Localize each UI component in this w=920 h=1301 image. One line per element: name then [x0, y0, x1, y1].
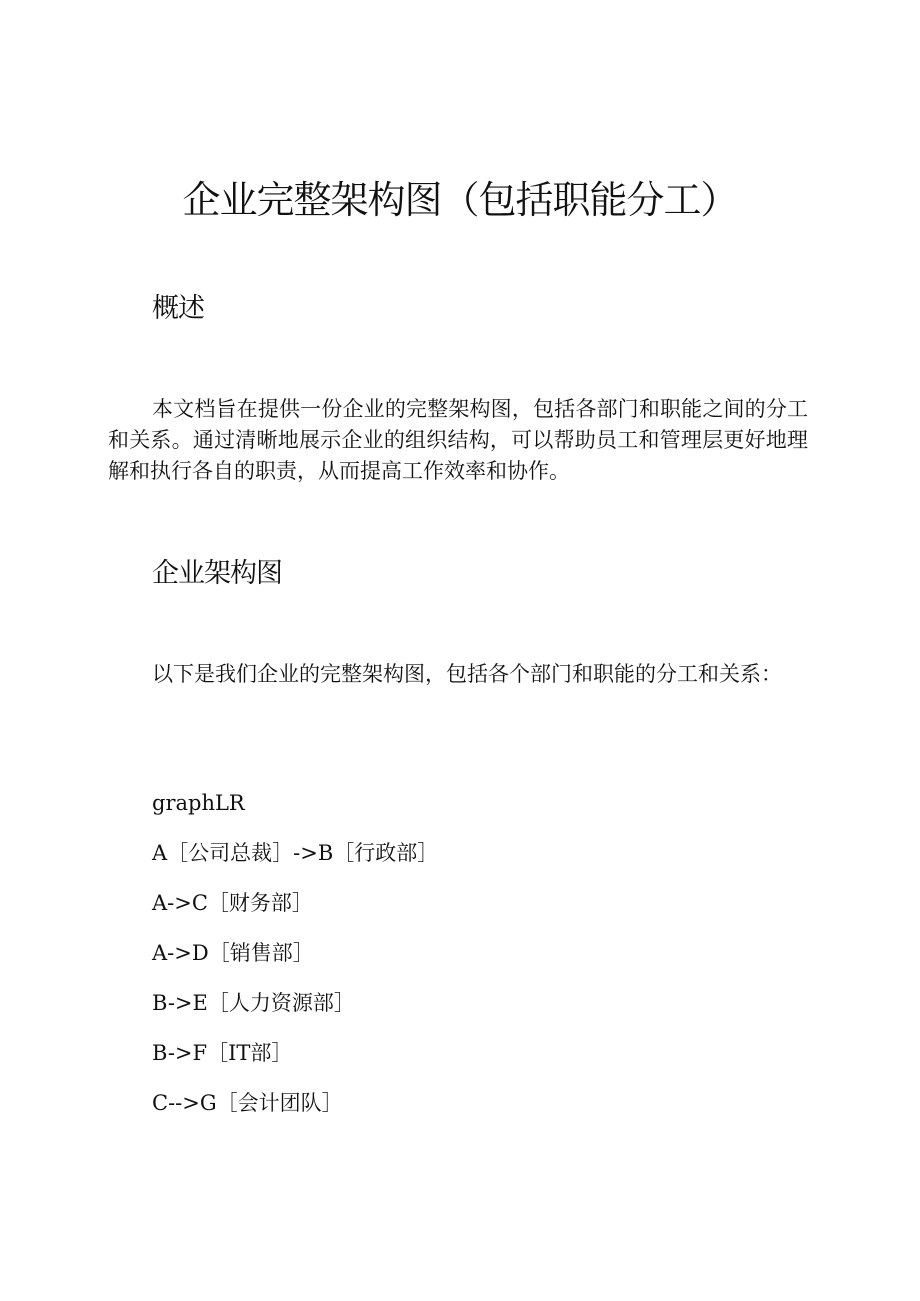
architecture-intro-paragraph: 以下是我们企业的完整架构图，包括各个部门和职能的分工和关系： [152, 662, 782, 686]
code-line: C-->G［会计团队］ [152, 1091, 343, 1115]
graph-code-block [152, 786, 438, 1136]
code-line: B->E［人力资源部］ [152, 991, 355, 1015]
section-heading-overview: 概述 [152, 293, 204, 324]
code-line: A->D［销售部］ [152, 941, 314, 965]
overview-paragraph: 本文档旨在提供一份企业的完整架构图，包括各部门和职能之间的分工和关系。通过清晰地展示企业的组织结构，可以帮助员工和管理层更好地理解和执行各自的职责，从而提高工作效率和协作。 [108, 397, 808, 483]
section-heading-architecture: 企业架构图 [152, 558, 282, 589]
code-line: A［公司总裁］->B［行政部］ [152, 841, 439, 865]
code-line: graphLR [152, 791, 245, 815]
code-line: B->F［IT部］ [152, 1041, 293, 1065]
code-line: A->C［财务部］ [152, 891, 313, 915]
document-title: 企业完整架构图（包括职能分工） [182, 178, 738, 222]
